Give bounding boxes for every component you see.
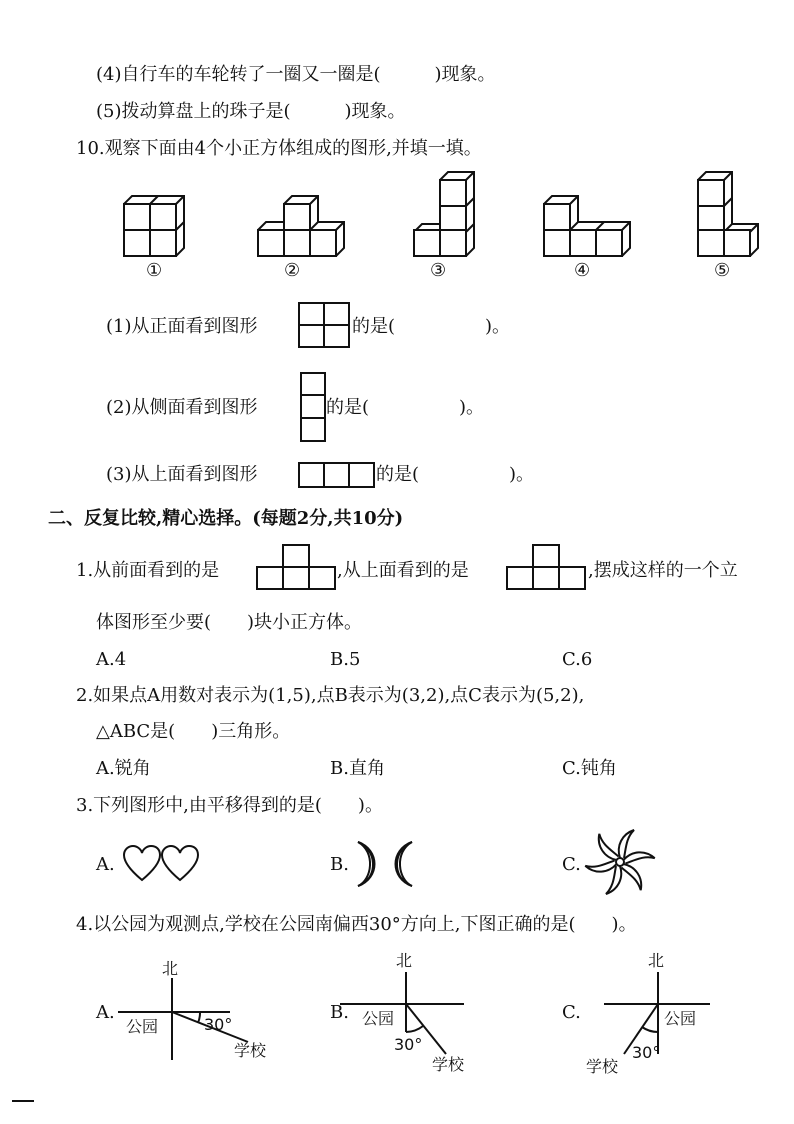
figure-label-1: ① (146, 260, 163, 281)
park-label: 公园 (126, 1017, 159, 1036)
cube-figure-3 (410, 172, 480, 256)
section2-title: 二、反复比较,精心选择。(每题2分,共10分) (48, 508, 404, 529)
s2-q1-part-b: ,从上面看到的是 (337, 560, 469, 581)
cube-figure-4 (540, 196, 630, 256)
q9-item4: (4)自行车的车轮转了一圈又一圈是( )现象。 (96, 64, 496, 85)
two-hearts-icon (122, 844, 200, 884)
s2-q4-stem: 4.以公园为观测点,学校在公园南偏西30°方向上,下图正确的是( )。 (76, 914, 637, 935)
s2-q2-option-b: B.直角 (330, 758, 385, 779)
q10-sub3-suffix: 的是( )。 (376, 464, 535, 485)
s2-q1-part-c: ,摆成这样的一个立 (588, 560, 738, 581)
q10-sub1-suffix: 的是( )。 (352, 316, 511, 337)
school-label: 学校 (234, 1041, 267, 1060)
front-view-shape (256, 544, 336, 590)
s2-q2-option-c: C.钝角 (562, 758, 617, 779)
figure-label-2: ② (284, 260, 301, 281)
q10-sub3-prefix: (3)从上面看到图形 (106, 464, 258, 485)
s2-q1-option-b: B.5 (330, 649, 361, 670)
view-row-3 (298, 462, 376, 488)
angle-label: 30° (204, 1015, 233, 1034)
angle-label: 30° (394, 1035, 423, 1054)
s2-q3-option-c: C. (562, 854, 581, 875)
s2-q4-option-c: C. (562, 1002, 581, 1023)
s2-q1-option-c: C.6 (562, 649, 593, 670)
s2-q3-stem: 3.下列图形中,由平移得到的是( )。 (76, 795, 383, 816)
s2-q3-option-b: B. (330, 854, 349, 875)
s2-q2-stem-line2: △ABC是( )三角形。 (96, 721, 291, 742)
s2-q2-stem-line1: 2.如果点A用数对表示为(1,5),点B表示为(3,2),点C表示为(5,2), (76, 685, 585, 706)
park-label: 公园 (362, 1009, 395, 1028)
school-label: 学校 (586, 1057, 619, 1076)
cube-figure-2 (254, 196, 344, 256)
s2-q2-option-a: A.锐角 (96, 758, 151, 779)
s2-q4-option-a: A. (96, 1002, 115, 1023)
s2-q3-option-a: A. (96, 854, 115, 875)
north-label: 北 (648, 951, 665, 970)
school-label: 学校 (432, 1055, 465, 1074)
cube-figure-5 (694, 172, 764, 256)
direction-diagram-c (586, 950, 736, 1080)
view-column-3 (300, 372, 326, 442)
q10-sub1-prefix: (1)从正面看到图形 (106, 316, 258, 337)
direction-diagram-a (118, 956, 288, 1066)
two-crescents-icon (354, 840, 416, 888)
top-view-shape (506, 544, 586, 590)
s2-q1-part-a: 1.从前面看到的是 (76, 560, 220, 581)
q9-item5: (5)拨动算盘上的珠子是( )现象。 (96, 101, 406, 122)
north-label: 北 (162, 959, 179, 978)
figure-label-5: ⑤ (714, 260, 731, 281)
direction-diagram-b (340, 950, 490, 1080)
park-label: 公园 (664, 1009, 697, 1028)
pinwheel-icon (586, 828, 654, 896)
figure-label-4: ④ (574, 260, 591, 281)
north-label: 北 (396, 951, 413, 970)
page-edge-mark (12, 1100, 34, 1102)
s2-q1-part-d: 体图形至少要( )块小正方体。 (96, 612, 363, 633)
s2-q1-option-a: A.4 (96, 649, 127, 670)
angle-label: 30° (632, 1043, 661, 1062)
q10-stem: 10.观察下面由4个小正方体组成的图形,并填一填。 (76, 138, 482, 159)
figure-label-3: ③ (430, 260, 447, 281)
cube-figure-1 (120, 196, 190, 256)
q10-sub2-prefix: (2)从侧面看到图形 (106, 397, 258, 418)
s2-q4-option-b: B. (330, 1002, 349, 1023)
view-grid-2x2 (298, 302, 350, 348)
q10-sub2-suffix: 的是( )。 (326, 397, 485, 418)
